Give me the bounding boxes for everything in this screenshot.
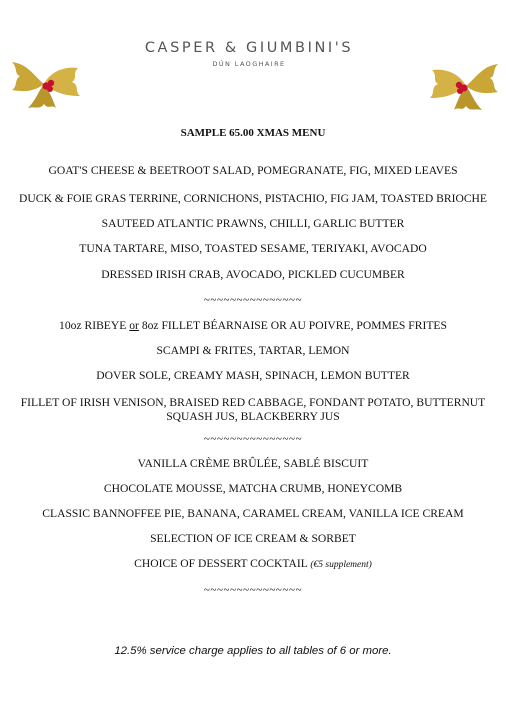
restaurant-name: CASPER & GIUMBINI'S	[144, 40, 354, 56]
section-divider: ~~~~~~~~~~~~~~~	[203, 433, 303, 445]
main-item: FILLET OF IRISH VENISON, BRAISED RED CABBAGE, FONDANT POTATO, BUTTERNUT SQUASH JUS, BLACKBERRY JUS	[20, 396, 486, 423]
main-item: DOVER SOLE, CREAMY MASH, SPINACH, LEMON BUTTER	[96, 369, 410, 382]
section-divider: ~~~~~~~~~~~~~~~	[203, 584, 303, 596]
main-item-steak	[0, 319, 506, 333]
starter-item: GOAT'S CHEESE & BEETROOT SALAD, POMEGRANATE, FIG, MIXED LEAVES	[48, 164, 458, 177]
holly-icon	[8, 54, 82, 112]
dessert-item: SELECTION OF ICE CREAM & SORBET	[150, 532, 356, 545]
dessert-item: VANILLA CRÈME BRÛLÉE, SABLÉ BISCUIT	[137, 457, 369, 470]
service-charge-note: 12.5% service charge applies to all tables of 6 or more.	[114, 645, 392, 657]
holly-icon	[428, 56, 502, 114]
steak-or: or	[129, 319, 139, 332]
steak-option-b: 8oz FILLET BÉARNAISE OR AU POIVRE, POMMES FRITES	[138, 319, 447, 332]
menu-title: SAMPLE 65.00 XMAS MENU	[180, 127, 326, 139]
starter-item: SAUTEED ATLANTIC PRAWNS, CHILLI, GARLIC BUTTER	[101, 217, 405, 230]
dessert-item: CHOCOLATE MOUSSE, MATCHA CRUMB, HONEYCOMB	[103, 482, 403, 495]
restaurant-location: DÚN LAOGHAIRE	[212, 60, 286, 68]
dessert-item: CLASSIC BANNOFFEE PIE, BANANA, CARAMEL CREAM, VANILLA ICE CREAM	[42, 507, 464, 520]
main-item: SCAMPI & FRITES, TARTAR, LEMON	[156, 344, 350, 357]
dessert-cocktail	[0, 557, 506, 572]
starter-item: TUNA TARTARE, MISO, TOASTED SESAME, TERIYAKI, AVOCADO	[79, 242, 427, 255]
section-divider: ~~~~~~~~~~~~~~~	[203, 294, 303, 306]
starter-item: DRESSED IRISH CRAB, AVOCADO, PICKLED CUCUMBER	[101, 268, 405, 281]
starter-item: DUCK & FOIE GRAS TERRINE, CORNICHONS, PISTACHIO, FIG JAM, TOASTED BRIOCHE	[18, 192, 488, 205]
cocktail-label: CHOICE OF DESSERT COCKTAIL	[134, 557, 308, 570]
cocktail-supplement: (€5 supplement)	[310, 560, 372, 570]
restaurant-logo	[118, 0, 380, 118]
steak-option-a: 10oz RIBEYE	[59, 319, 130, 332]
